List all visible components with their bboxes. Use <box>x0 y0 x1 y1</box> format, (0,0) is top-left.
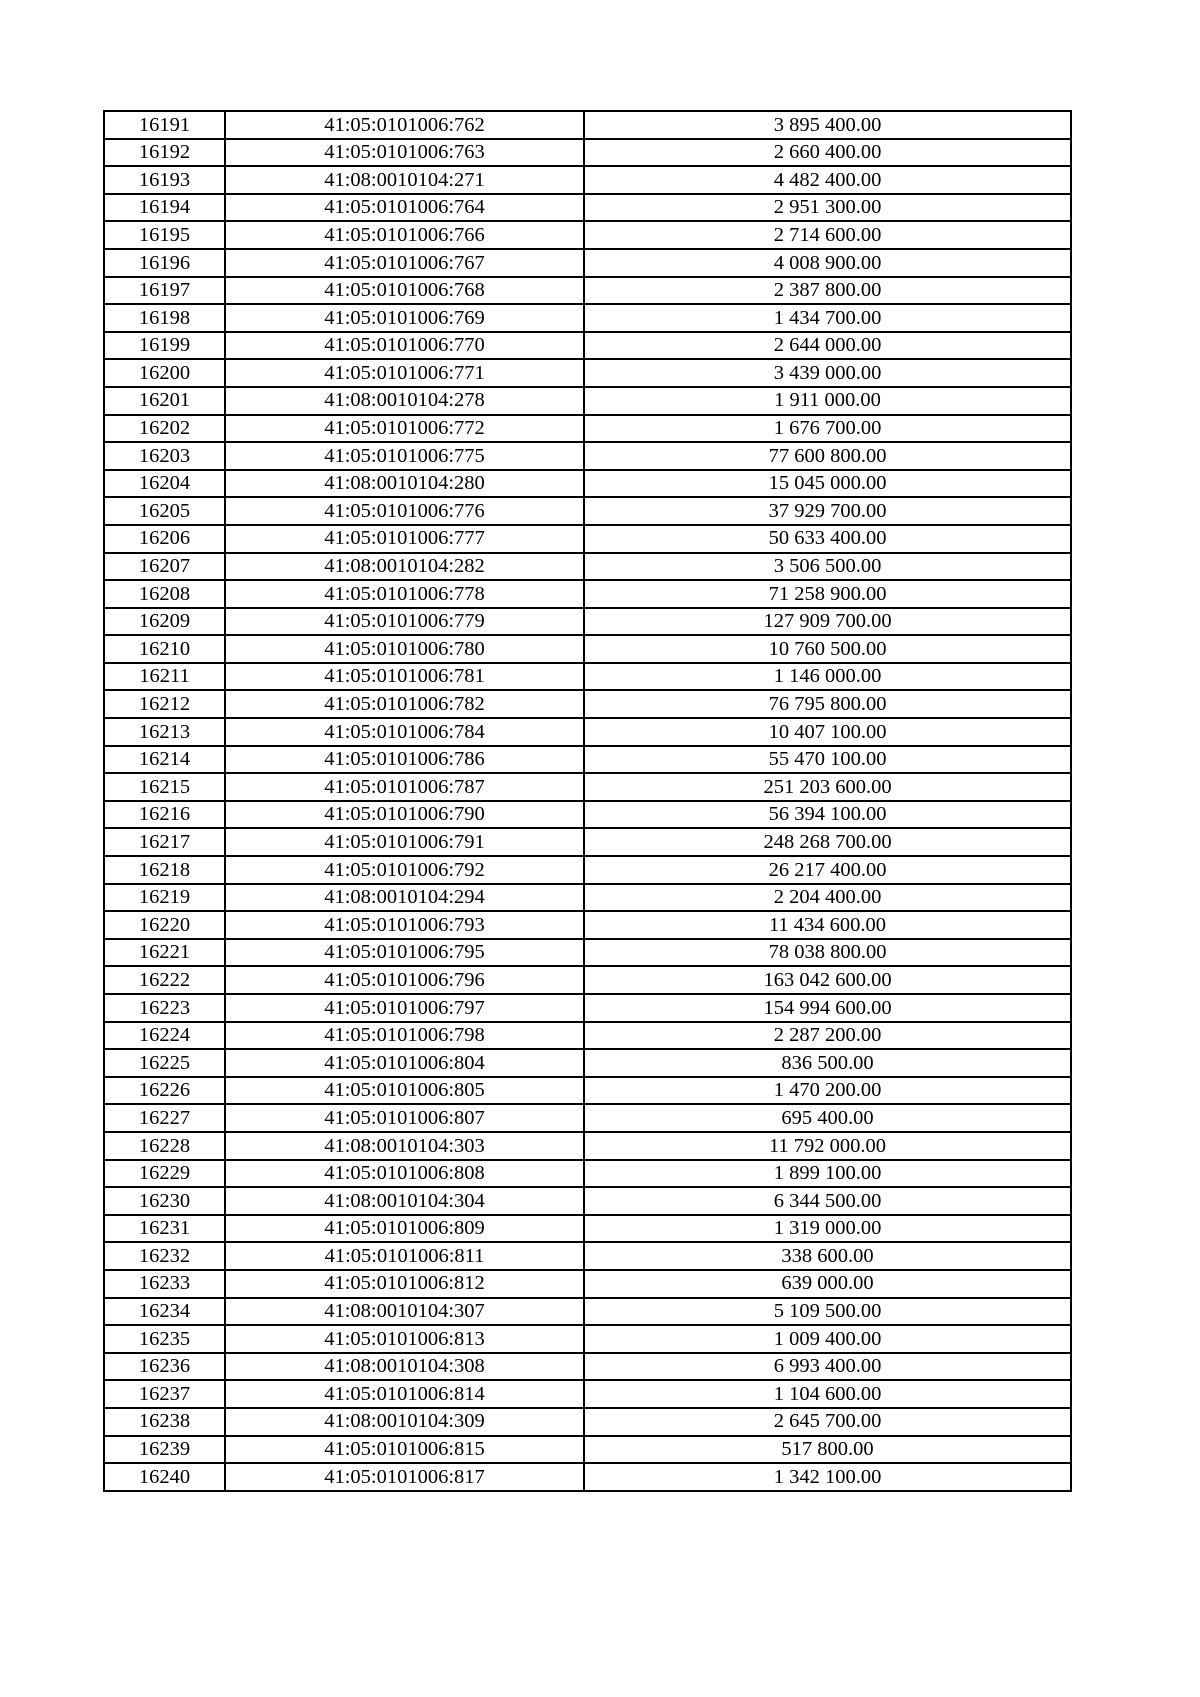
table-row <box>104 856 1071 884</box>
cadastral-value-cell: 2 951 300.00 <box>584 194 1071 222</box>
row-number-cell: 16216 <box>104 801 225 829</box>
cadastral-number-cell: 41:05:0101006:762 <box>225 111 584 139</box>
table-row <box>104 884 1071 912</box>
cadastral-value-cell: 1 899 100.00 <box>584 1160 1071 1188</box>
row-number-cell: 16211 <box>104 663 225 691</box>
row-number-cell: 16224 <box>104 1022 225 1050</box>
row-number-cell: 16214 <box>104 746 225 774</box>
row-number-cell: 16228 <box>104 1132 225 1160</box>
row-number-cell: 16215 <box>104 773 225 801</box>
cadastral-value-cell: 1 146 000.00 <box>584 663 1071 691</box>
cadastral-value-cell: 1 911 000.00 <box>584 387 1071 415</box>
cadastral-number-cell: 41:05:0101006:817 <box>225 1463 584 1491</box>
cadastral-number-cell: 41:08:0010104:278 <box>225 387 584 415</box>
cadastral-number-cell: 41:05:0101006:771 <box>225 359 584 387</box>
cadastral-value-cell: 1 319 000.00 <box>584 1215 1071 1243</box>
cadastral-number-cell: 41:05:0101006:793 <box>225 911 584 939</box>
cadastral-value-cell: 154 994 600.00 <box>584 994 1071 1022</box>
cadastral-number-cell: 41:05:0101006:787 <box>225 773 584 801</box>
cadastral-value-cell: 639 000.00 <box>584 1270 1071 1298</box>
table-row <box>104 1022 1071 1050</box>
table-row <box>104 1187 1071 1215</box>
table-row <box>104 635 1071 663</box>
cadastral-value-cell: 6 993 400.00 <box>584 1353 1071 1381</box>
cadastral-number-cell: 41:05:0101006:784 <box>225 718 584 746</box>
cadastral-value-cell: 78 038 800.00 <box>584 939 1071 967</box>
table-row <box>104 1353 1071 1381</box>
cadastral-value-cell: 1 009 400.00 <box>584 1325 1071 1353</box>
row-number-cell: 16227 <box>104 1104 225 1132</box>
table-row <box>104 1408 1071 1436</box>
table-row <box>104 1049 1071 1077</box>
cadastral-value-cell: 163 042 600.00 <box>584 966 1071 994</box>
row-number-cell: 16226 <box>104 1077 225 1105</box>
table-row <box>104 497 1071 525</box>
row-number-cell: 16231 <box>104 1215 225 1243</box>
cadastral-number-cell: 41:05:0101006:798 <box>225 1022 584 1050</box>
cadastral-number-cell: 41:05:0101006:778 <box>225 580 584 608</box>
table-row <box>104 1132 1071 1160</box>
cadastral-value-table <box>103 110 1072 1492</box>
row-number-cell: 16191 <box>104 111 225 139</box>
row-number-cell: 16238 <box>104 1408 225 1436</box>
table-row <box>104 1298 1071 1326</box>
cadastral-value-cell: 77 600 800.00 <box>584 442 1071 470</box>
table-row <box>104 773 1071 801</box>
row-number-cell: 16222 <box>104 966 225 994</box>
row-number-cell: 16193 <box>104 166 225 194</box>
table-row <box>104 1104 1071 1132</box>
cadastral-number-cell: 41:05:0101006:766 <box>225 221 584 249</box>
table-row <box>104 1380 1071 1408</box>
cadastral-value-cell: 2 287 200.00 <box>584 1022 1071 1050</box>
cadastral-number-cell: 41:05:0101006:812 <box>225 1270 584 1298</box>
cadastral-value-cell: 10 407 100.00 <box>584 718 1071 746</box>
table-row <box>104 801 1071 829</box>
row-number-cell: 16208 <box>104 580 225 608</box>
table-row <box>104 139 1071 167</box>
table-row <box>104 470 1071 498</box>
row-number-cell: 16234 <box>104 1298 225 1326</box>
table-row <box>104 332 1071 360</box>
row-number-cell: 16199 <box>104 332 225 360</box>
cadastral-number-cell: 41:05:0101006:763 <box>225 139 584 167</box>
cadastral-number-cell: 41:05:0101006:772 <box>225 415 584 443</box>
row-number-cell: 16237 <box>104 1380 225 1408</box>
row-number-cell: 16195 <box>104 221 225 249</box>
row-number-cell: 16217 <box>104 828 225 856</box>
table-body <box>104 111 1071 1491</box>
row-number-cell: 16213 <box>104 718 225 746</box>
cadastral-value-cell: 4 008 900.00 <box>584 249 1071 277</box>
cadastral-number-cell: 41:05:0101006:780 <box>225 635 584 663</box>
cadastral-number-cell: 41:08:0010104:303 <box>225 1132 584 1160</box>
row-number-cell: 16202 <box>104 415 225 443</box>
cadastral-value-cell: 71 258 900.00 <box>584 580 1071 608</box>
table-row <box>104 1215 1071 1243</box>
table-row <box>104 221 1071 249</box>
row-number-cell: 16203 <box>104 442 225 470</box>
cadastral-number-cell: 41:08:0010104:309 <box>225 1408 584 1436</box>
table-row <box>104 994 1071 1022</box>
cadastral-number-cell: 41:05:0101006:791 <box>225 828 584 856</box>
table-row <box>104 1325 1071 1353</box>
cadastral-number-cell: 41:05:0101006:775 <box>225 442 584 470</box>
row-number-cell: 16219 <box>104 884 225 912</box>
cadastral-number-cell: 41:08:0010104:304 <box>225 1187 584 1215</box>
cadastral-value-cell: 836 500.00 <box>584 1049 1071 1077</box>
cadastral-value-cell: 695 400.00 <box>584 1104 1071 1132</box>
row-number-cell: 16235 <box>104 1325 225 1353</box>
row-number-cell: 16206 <box>104 525 225 553</box>
cadastral-number-cell: 41:05:0101006:796 <box>225 966 584 994</box>
cadastral-number-cell: 41:05:0101006:779 <box>225 608 584 636</box>
cadastral-number-cell: 41:05:0101006:781 <box>225 663 584 691</box>
cadastral-value-cell: 338 600.00 <box>584 1242 1071 1270</box>
cadastral-value-cell: 56 394 100.00 <box>584 801 1071 829</box>
cadastral-number-cell: 41:08:0010104:280 <box>225 470 584 498</box>
table-row <box>104 718 1071 746</box>
cadastral-number-cell: 41:05:0101006:770 <box>225 332 584 360</box>
cadastral-value-cell: 517 800.00 <box>584 1436 1071 1464</box>
row-number-cell: 16201 <box>104 387 225 415</box>
cadastral-value-cell: 2 204 400.00 <box>584 884 1071 912</box>
row-number-cell: 16212 <box>104 690 225 718</box>
row-number-cell: 16240 <box>104 1463 225 1491</box>
table-row <box>104 663 1071 691</box>
table-row <box>104 277 1071 305</box>
table-row <box>104 1270 1071 1298</box>
cadastral-number-cell: 41:05:0101006:811 <box>225 1242 584 1270</box>
row-number-cell: 16205 <box>104 497 225 525</box>
row-number-cell: 16239 <box>104 1436 225 1464</box>
cadastral-value-cell: 127 909 700.00 <box>584 608 1071 636</box>
cadastral-number-cell: 41:08:0010104:307 <box>225 1298 584 1326</box>
row-number-cell: 16200 <box>104 359 225 387</box>
row-number-cell: 16197 <box>104 277 225 305</box>
table-row <box>104 608 1071 636</box>
cadastral-value-cell: 15 045 000.00 <box>584 470 1071 498</box>
cadastral-number-cell: 41:08:0010104:308 <box>225 1353 584 1381</box>
cadastral-value-cell: 1 470 200.00 <box>584 1077 1071 1105</box>
table-row <box>104 304 1071 332</box>
row-number-cell: 16223 <box>104 994 225 1022</box>
row-number-cell: 16210 <box>104 635 225 663</box>
cadastral-number-cell: 41:05:0101006:769 <box>225 304 584 332</box>
cadastral-value-cell: 11 792 000.00 <box>584 1132 1071 1160</box>
cadastral-value-cell: 10 760 500.00 <box>584 635 1071 663</box>
row-number-cell: 16232 <box>104 1242 225 1270</box>
cadastral-value-cell: 2 644 000.00 <box>584 332 1071 360</box>
table-row <box>104 1242 1071 1270</box>
row-number-cell: 16218 <box>104 856 225 884</box>
cadastral-value-cell: 1 342 100.00 <box>584 1463 1071 1491</box>
row-number-cell: 16229 <box>104 1160 225 1188</box>
table-row <box>104 966 1071 994</box>
table-row <box>104 1463 1071 1491</box>
table-row <box>104 249 1071 277</box>
table-row <box>104 415 1071 443</box>
cadastral-number-cell: 41:05:0101006:808 <box>225 1160 584 1188</box>
cadastral-number-cell: 41:05:0101006:767 <box>225 249 584 277</box>
cadastral-value-cell: 1 104 600.00 <box>584 1380 1071 1408</box>
table-row <box>104 166 1071 194</box>
cadastral-number-cell: 41:05:0101006:792 <box>225 856 584 884</box>
table-row <box>104 828 1071 856</box>
row-number-cell: 16204 <box>104 470 225 498</box>
cadastral-value-cell: 37 929 700.00 <box>584 497 1071 525</box>
table-row <box>104 442 1071 470</box>
cadastral-value-cell: 1 434 700.00 <box>584 304 1071 332</box>
cadastral-number-cell: 41:05:0101006:786 <box>225 746 584 774</box>
table-row <box>104 911 1071 939</box>
cadastral-value-cell: 2 714 600.00 <box>584 221 1071 249</box>
cadastral-number-cell: 41:05:0101006:797 <box>225 994 584 1022</box>
row-number-cell: 16233 <box>104 1270 225 1298</box>
cadastral-number-cell: 41:05:0101006:815 <box>225 1436 584 1464</box>
table-row <box>104 580 1071 608</box>
cadastral-value-cell: 50 633 400.00 <box>584 525 1071 553</box>
table-row <box>104 1160 1071 1188</box>
row-number-cell: 16225 <box>104 1049 225 1077</box>
row-number-cell: 16198 <box>104 304 225 332</box>
table-row <box>104 553 1071 581</box>
cadastral-value-cell: 11 434 600.00 <box>584 911 1071 939</box>
cadastral-value-cell: 5 109 500.00 <box>584 1298 1071 1326</box>
cadastral-number-cell: 41:05:0101006:777 <box>225 525 584 553</box>
cadastral-value-cell: 2 645 700.00 <box>584 1408 1071 1436</box>
row-number-cell: 16230 <box>104 1187 225 1215</box>
table-row <box>104 387 1071 415</box>
table-row <box>104 525 1071 553</box>
cadastral-number-cell: 41:05:0101006:813 <box>225 1325 584 1353</box>
row-number-cell: 16194 <box>104 194 225 222</box>
cadastral-value-cell: 55 470 100.00 <box>584 746 1071 774</box>
cadastral-value-cell: 2 387 800.00 <box>584 277 1071 305</box>
cadastral-value-cell: 2 660 400.00 <box>584 139 1071 167</box>
table-row <box>104 939 1071 967</box>
cadastral-value-cell: 4 482 400.00 <box>584 166 1071 194</box>
cadastral-value-cell: 3 439 000.00 <box>584 359 1071 387</box>
cadastral-number-cell: 41:05:0101006:764 <box>225 194 584 222</box>
row-number-cell: 16220 <box>104 911 225 939</box>
cadastral-value-cell: 1 676 700.00 <box>584 415 1071 443</box>
row-number-cell: 16196 <box>104 249 225 277</box>
cadastral-value-cell: 76 795 800.00 <box>584 690 1071 718</box>
table-row <box>104 690 1071 718</box>
cadastral-number-cell: 41:05:0101006:768 <box>225 277 584 305</box>
cadastral-number-cell: 41:05:0101006:814 <box>225 1380 584 1408</box>
cadastral-number-cell: 41:05:0101006:809 <box>225 1215 584 1243</box>
cadastral-number-cell: 41:05:0101006:795 <box>225 939 584 967</box>
cadastral-value-cell: 26 217 400.00 <box>584 856 1071 884</box>
cadastral-value-cell: 248 268 700.00 <box>584 828 1071 856</box>
row-number-cell: 16236 <box>104 1353 225 1381</box>
cadastral-number-cell: 41:08:0010104:282 <box>225 553 584 581</box>
table-row <box>104 1436 1071 1464</box>
cadastral-number-cell: 41:08:0010104:271 <box>225 166 584 194</box>
cadastral-number-cell: 41:05:0101006:807 <box>225 1104 584 1132</box>
cadastral-number-cell: 41:05:0101006:805 <box>225 1077 584 1105</box>
table-row <box>104 746 1071 774</box>
table-row <box>104 111 1071 139</box>
cadastral-number-cell: 41:05:0101006:804 <box>225 1049 584 1077</box>
cadastral-value-cell: 251 203 600.00 <box>584 773 1071 801</box>
cadastral-number-cell: 41:05:0101006:782 <box>225 690 584 718</box>
row-number-cell: 16209 <box>104 608 225 636</box>
cadastral-value-cell: 3 895 400.00 <box>584 111 1071 139</box>
table-row <box>104 359 1071 387</box>
cadastral-number-cell: 41:05:0101006:776 <box>225 497 584 525</box>
row-number-cell: 16221 <box>104 939 225 967</box>
cadastral-value-cell: 6 344 500.00 <box>584 1187 1071 1215</box>
cadastral-value-cell: 3 506 500.00 <box>584 553 1071 581</box>
row-number-cell: 16192 <box>104 139 225 167</box>
cadastral-number-cell: 41:08:0010104:294 <box>225 884 584 912</box>
row-number-cell: 16207 <box>104 553 225 581</box>
table-row <box>104 194 1071 222</box>
table-row <box>104 1077 1071 1105</box>
cadastral-number-cell: 41:05:0101006:790 <box>225 801 584 829</box>
